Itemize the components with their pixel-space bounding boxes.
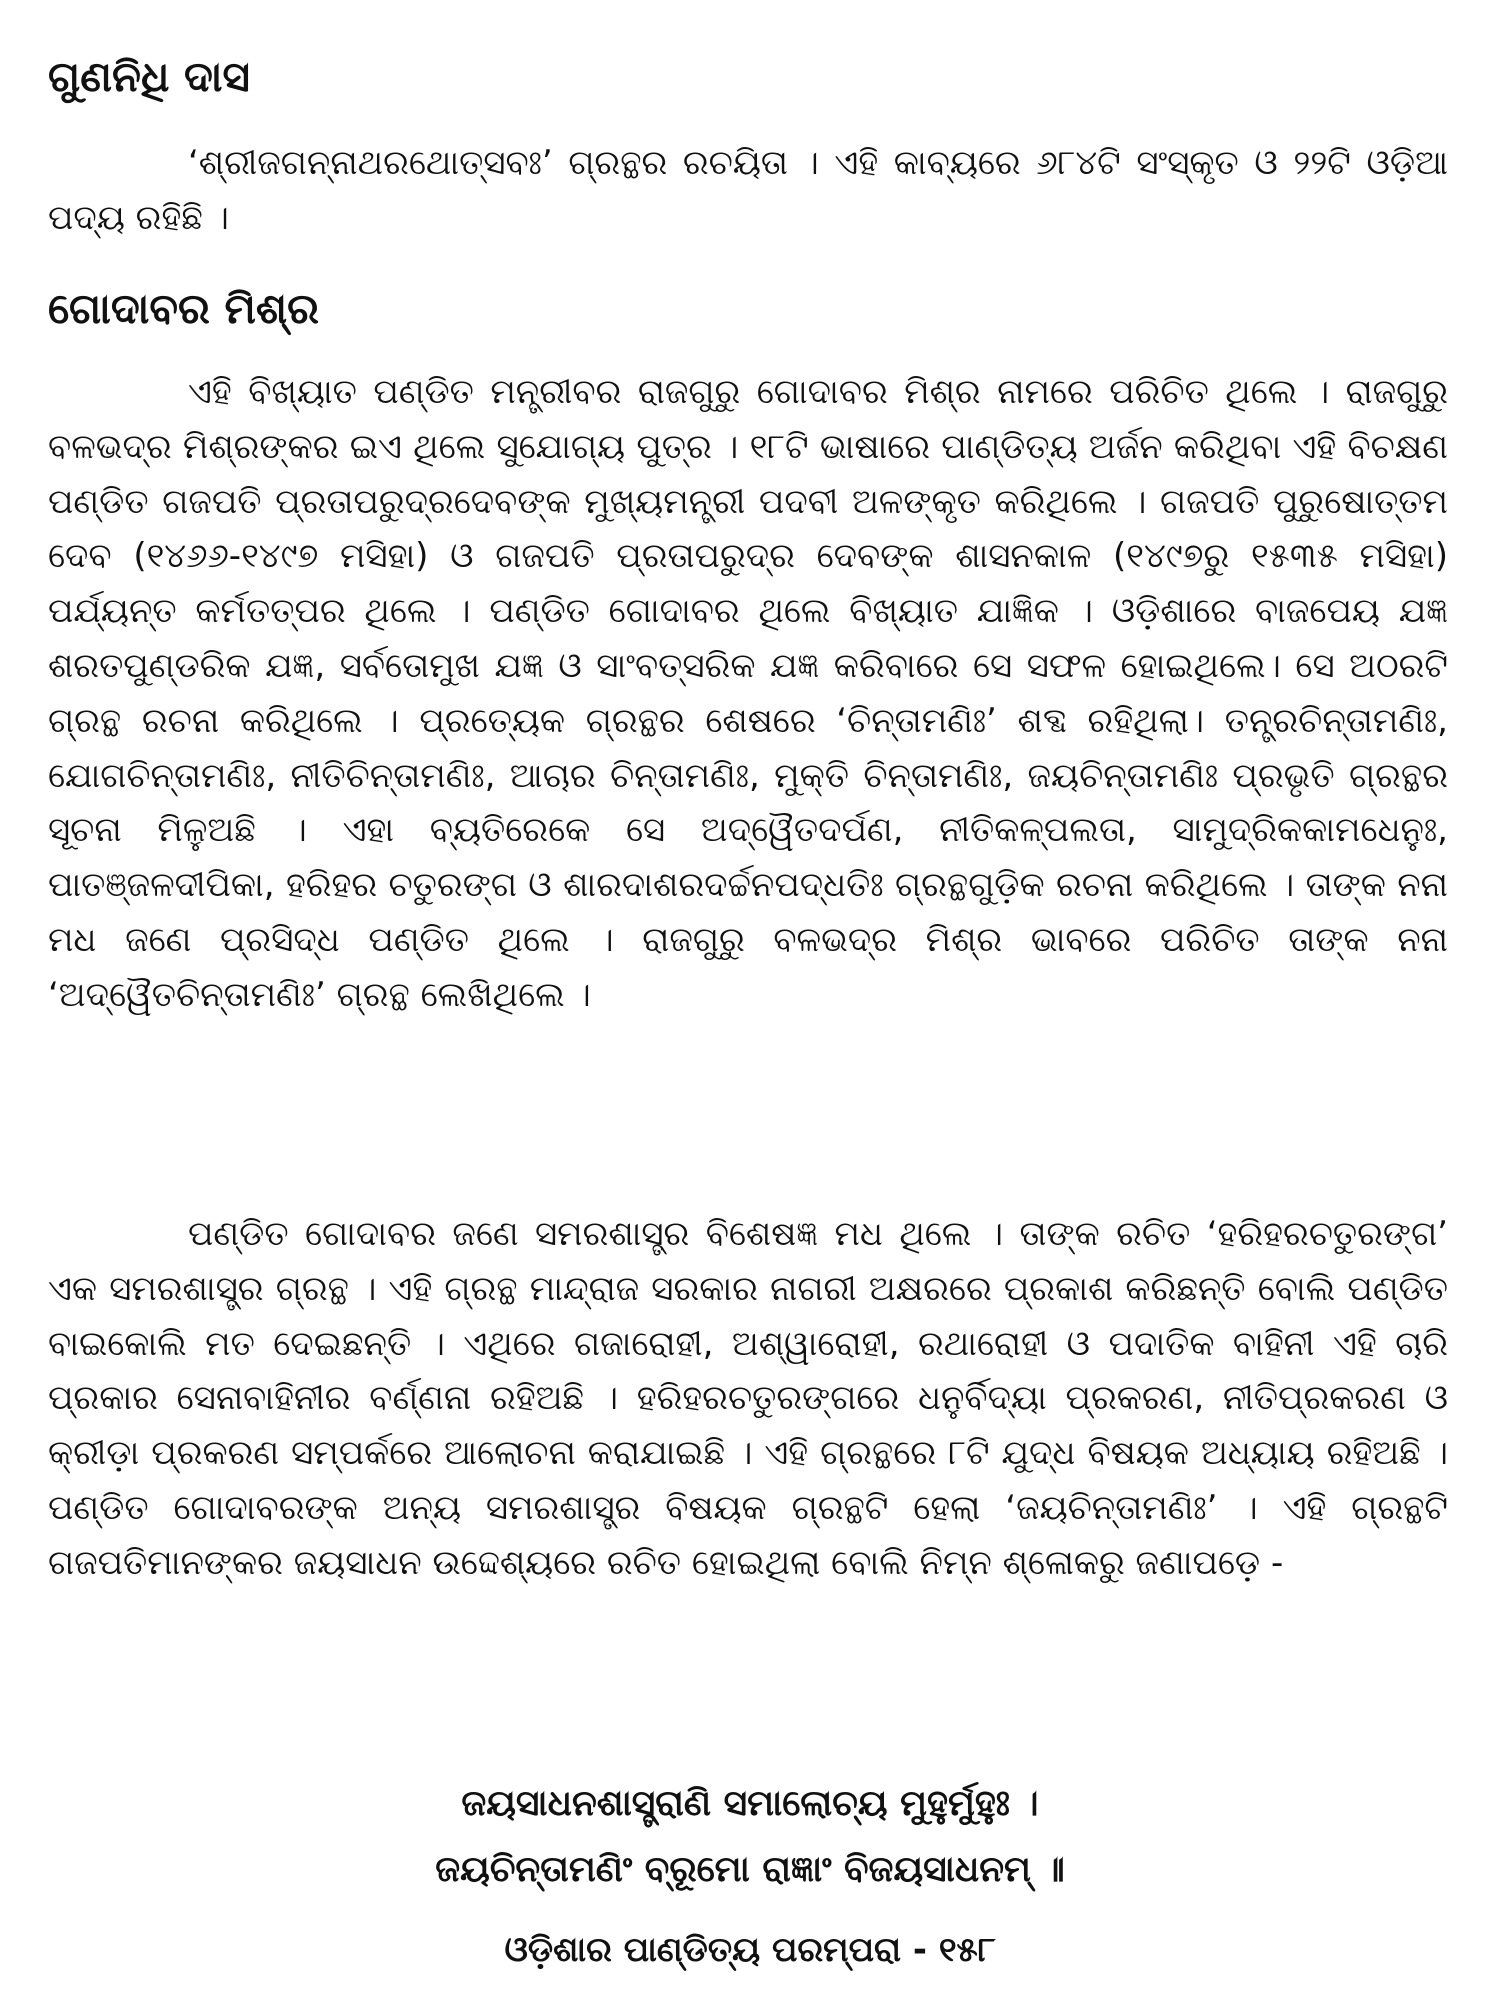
section-heading-godabara-mishra: ଗୋଦାବର ମିଶ୍ର <box>48 284 319 333</box>
page-footer: ଓଡ଼ିଶାର ପାଣ୍ଡିତ୍ୟ ପରମ୍ପରା - ୧୫୮ <box>504 1930 996 1970</box>
document-page <box>40 40 1460 1970</box>
section-heading-gunanidhi-das: ଗୁଣନିଧି ଦାସ <box>48 52 250 101</box>
paragraph-godabara-mishra-2: ପଣ୍ଡିତ ଗୋଦାବର ଜଣେ ସମରଶାସ୍ତ୍ର ବିଶେଷଜ୍ଞ ମଧ ଥିଲେ । ତାଙ୍କ ରଚିତ ‘ହରିହରଚତୁରଙ୍ଗ’ ଏକ ସମରଶାସ୍ତ୍ର ଗ୍ରନ୍ଥ । ଏହି ଗ୍ରନ୍ଥ ମାନ୍ଦ୍ରାଜ ସରକାର ନାଗରୀ ଅକ୍ଷରରେ ପ୍ରକାଶ କରିଛନ୍ତି ବୋଲି ପଣ୍ଡିତ ବାଇକୋଲି ମତ ଦେଇଛନ୍ତି । ଏଥିରେ ଗଜାରୋହୀ, ଅଶ୍ୱାରୋହୀ, ରଥାରୋହୀ ଓ ପଦାତିକ ବାହିନୀ ଏହି ଚାରି ପ୍ରକାର ସେନାବାହିନୀର ବର୍ଣ୍ଣନା ରହିଅଛି । ହରିହରଚତୁରଙ୍ଗରେ ଧନୁର୍ବିଦ୍ୟା ପ୍ରକରଣ, ନୀତିପ୍ରକରଣ ଓ କ୍ରୀଡ଼ା ପ୍ରକରଣ ସମ୍ପର୍କରେ ଆଲୋଚନା କରାଯାଇଛି । ଏହି ଗ୍ରନ୍ଥରେ ୮ଟି ଯୁଦ୍ଧ ବିଷୟକ ଅଧ୍ୟାୟ ରହିଅଛି । ପଣ୍ଡିତ ଗୋଦାବରଙ୍କ ଅନ୍ୟ ସମରଶାସ୍ତ୍ର ବିଷୟକ ଗ୍ରନ୍ଥଟି ହେଲା ‘ଜୟଚିନ୍ତାମଣିଃ’ । ଏହି ଗ୍ରନ୍ଥଟି ଗଜପତିମାନଙ୍କର ଜୟସାଧନ ଉଦ୍ଦେଶ୍ୟରେ ରଚିତ ହୋଇଥିଲା ବୋଲି ନିମ୍ନ ଶ୍ଳୋକରୁ ଜଣାପଡ଼େ - <box>48 1214 1448 1583</box>
paragraph-gunanidhi-das: ‘ଶ୍ରୀଜଗନ୍ନାଥରଥୋତ୍ସବଃ’ ଗ୍ରନ୍ଥର ରଚୟିତା । ଏହି କାବ୍ୟରେ ୬୮୪ଟି ସଂସ୍କୃତ ଓ ୨୨ଟି ଓଡ଼ିଆ ପଦ୍ୟ ରହିଛି । <box>48 143 1448 238</box>
sloka-line-2: ଜୟଚିନ୍ତାମଣିଂ ବ୍ରୂମୋ ରାଜ୍ଞାଂ ବିଜୟସାଧନମ୍ ॥ <box>435 1849 1065 1890</box>
sloka-line-1: ଜୟସାଧନଶାସ୍ତ୍ରାଣି ସମାଲୋଚ୍ୟ ମୁହୁର୍ମୁହୁଃ । <box>461 1783 1039 1824</box>
paragraph-godabara-mishra-1: ଏହି ବିଖ୍ୟାତ ପଣ୍ଡିତ ମନ୍ତ୍ରୀବର ରାଜଗୁରୁ ଗୋଦାବର ମିଶ୍ର ନାମରେ ପରିଚିତ ଥିଲେ । ରାଜଗୁରୁ ବଳଭଦ୍ର ମିଶ୍ରଙ୍କର ଇଏ ଥିଲେ ସୁଯୋଗ୍ୟ ପୁତ୍ର । ୧୮ଟି ଭାଷାରେ ପାଣ୍ଡିତ୍ୟ ଅର୍ଜନ କରିଥିବା ଏହି ବିଚକ୍ଷଣ ପଣ୍ଡିତ ଗଜପତି ପ୍ରତାପରୁଦ୍ରଦେବଙ୍କ ମୁଖ୍ୟମନ୍ତ୍ରୀ ପଦବୀ ଅଳଙ୍କୃତ କରିଥିଲେ । ଗଜପତି ପୁରୁଷୋତ୍ତମ ଦେବ (୧୪୬୬-୧୪୯୭ ମସିହା) ଓ ଗଜପତି ପ୍ରତାପରୁଦ୍ର ଦେବଙ୍କ ଶାସନକାଳ (୧୪୯୭ରୁ ୧୫୩୫ ମସିହା) ପର୍ଯ୍ୟନ୍ତ କର୍ମତତ୍ପର ଥିଲେ । ପଣ୍ଡିତ ଗୋଦାବର ଥିଲେ ବିଖ୍ୟାତ ଯାଜ୍ଞିକ । ଓଡ଼ିଶାରେ ବାଜପେୟ ଯଜ୍ଞ ଶରତପୁଣ୍ଡରିକ ଯଜ୍ଞ, ସର୍ବତୋମୁଖ ଯଜ୍ଞ ଓ ସାଂବତ୍ସରିକ ଯଜ୍ଞ କରିବାରେ ସେ ସଫଳ ହୋଇଥିଲେ। ସେ ଅଠରଟି ଗ୍ରନ୍ଥ ରଚନା କରିଥିଲେ । ପ୍ରତ୍ୟେକ ଗ୍ରନ୍ଥର ଶେଷରେ ‘ଚିନ୍ତାମଣିଃ’ ଶବ୍ଦ ରହିଥିଲା। ତନ୍ତ୍ରଚିନ୍ତାମଣିଃ, ଯୋଗଚିନ୍ତାମଣିଃ, ନୀତିଚିନ୍ତାମଣିଃ, ଆଚାର ଚିନ୍ତାମଣିଃ, ମୁକ୍ତି ଚିନ୍ତାମଣିଃ, ଜୟଚିନ୍ତାମଣିଃ ପ୍ରଭୃତି ଗ୍ରନ୍ଥର ସୂଚନା ମିଳୁଅଛି । ଏହା ବ୍ୟତିରେକେ ସେ ଅଦ୍ୱୈତଦର୍ପଣ, ନୀତିକଳ୍ପଲତା, ସାମୁଦ୍ରିକକାମଧେନୁଃ, ପାତଞ୍ଜଳଦୀପିକା, ହରିହର ଚତୁରଙ୍ଗ ଓ ଶାରଦାଶରଦର୍ଚ୍ଚନପଦ୍ଧତିଃ ଗ୍ରନ୍ଥଗୁଡ଼ିକ ରଚନା କରିଥିଲେ । ତାଙ୍କ ନନା ମଧ ଜଣେ ପ୍ରସିଦ୍ଧ ପଣ୍ଡିତ ଥିଲେ । ରାଜଗୁରୁ ବଳଭଦ୍ର ମିଶ୍ର ଭାବରେ ପରିଚିତ ତାଙ୍କ ନନା ‘ଅଦ୍ୱୈତଚିନ୍ତାମଣିଃ’ ଗ୍ରନ୍ଥ ଲେଖିଥିଲେ । <box>48 372 1448 1015</box>
